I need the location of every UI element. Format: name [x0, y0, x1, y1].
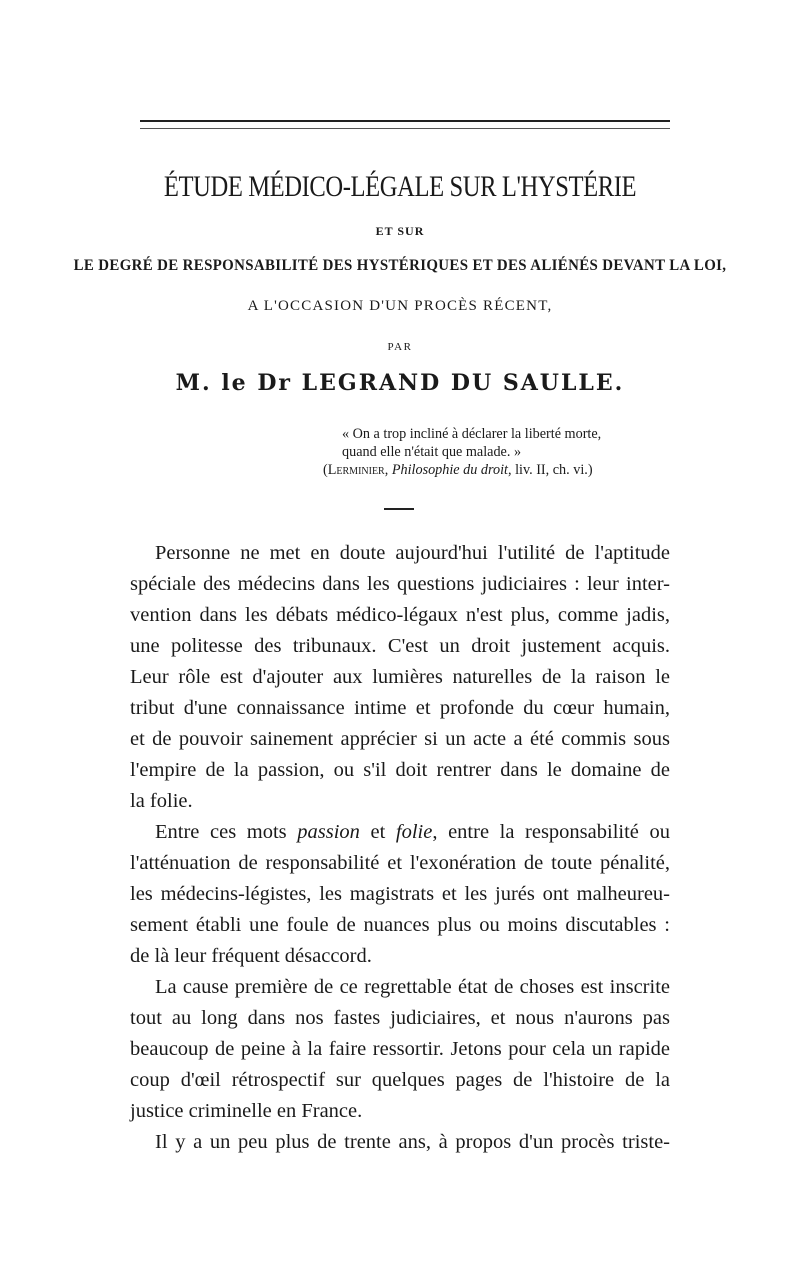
subtitle: LE DEGRÉ DE RESPONSABILITÉ DES HYSTÉRIQUES ET DES ALIÉNÉS DEVANT LA LOI,: [73, 257, 727, 274]
title-connector: ET SUR: [375, 224, 425, 238]
text-line: Il y a un peu plus de trente ans, à propos d'un procès triste-: [155, 1131, 670, 1153]
paragraph-1: [130, 538, 670, 817]
epigraph-source-work: Philosophie du droit: [391, 462, 508, 478]
body-text: [130, 538, 670, 1158]
text-fragment: Entre ces mots: [155, 821, 298, 843]
epigraph-source: (Lerminier, Philosophie du droit, liv. II, ch. vi.): [323, 462, 593, 478]
epigraph: [305, 425, 685, 479]
text-line: coup d'œil rétrospectif sur quelques pages de l'histoire de la: [130, 1069, 670, 1091]
text-fragment: et: [359, 821, 396, 843]
text-line: justice criminelle en France.: [130, 1100, 363, 1122]
paragraph-2: [130, 817, 670, 972]
epigraph-source-author: Lerminier: [327, 462, 385, 478]
text-line: une politesse des tribunaux. C'est un droit justement acquis.: [130, 635, 670, 657]
occasion-line: A L'OCCASION D'UN PROCÈS RÉCENT,: [247, 298, 553, 314]
text-line: Personne ne met en doute aujourd'hui l'utilité de l'aptitude: [155, 542, 670, 564]
paragraph-3: [130, 972, 670, 1127]
text-line: les médecins-légistes, les magistrats et les jurés ont malheureu-: [130, 883, 670, 905]
text-line: sement établi une foule de nuances plus ou moins discutables :: [130, 914, 670, 936]
text-line: tribut d'une connaissance intime et profonde du cœur humain,: [130, 697, 670, 719]
text-line: vention dans les débats médico-légaux n'est plus, comme jadis,: [130, 604, 670, 626]
paragraph-4: [130, 1127, 670, 1158]
by-label: PAR: [387, 341, 413, 353]
author-name: M. le Dr LEGRAND DU SAULLE.: [175, 370, 625, 396]
section-divider: [384, 508, 414, 510]
text-line: de là leur fréquent désaccord.: [130, 945, 372, 967]
text-line: Leur rôle est d'ajouter aux lumières naturelles de la raison le: [130, 666, 670, 688]
text-line: la folie.: [130, 790, 193, 812]
text-line: et de pouvoir sainement apprécier si un acte a été commis sous: [130, 728, 670, 750]
epigraph-source-ref: , liv. II, ch. vi.): [507, 462, 593, 478]
text-line: spéciale des médecins dans les questions judiciaires : leur inter-: [130, 573, 670, 595]
emphasis-folie: folie: [395, 821, 433, 843]
page-title: ÉTUDE MÉDICO-LÉGALE SUR L'HYSTÉRIE: [163, 170, 637, 203]
epigraph-line: quand elle n'était que malade. »: [342, 444, 522, 460]
text-fragment: , entre la responsabilité ou: [432, 821, 670, 843]
text-line: La cause première de ce regrettable état de choses est inscrite: [155, 976, 670, 998]
text-line: tout au long dans nos fastes judiciaires, et nous n'aurons pas: [130, 1007, 670, 1029]
text-line: [130, 817, 670, 848]
epigraph-line: « On a trop incliné à déclarer la liberté morte,: [342, 426, 602, 442]
text-line: l'empire de la passion, ou s'il doit rentrer dans le domaine de: [130, 759, 670, 781]
emphasis-passion: passion: [297, 821, 360, 843]
text-line: l'atténuation de responsabilité et l'exonération de toute pénalité,: [130, 852, 670, 874]
text-line: beaucoup de peine à la faire ressortir. Jetons pour cela un rapide: [130, 1038, 670, 1060]
top-double-rule: [140, 120, 670, 129]
